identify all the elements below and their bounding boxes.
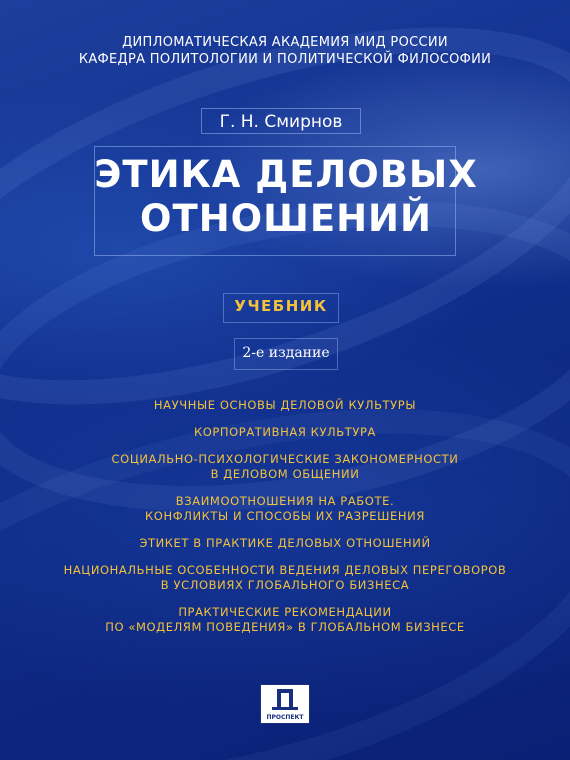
topic-line: ПРАКТИЧЕСКИЕ РЕКОМЕНДАЦИИ — [178, 605, 392, 619]
topic-item — [0, 536, 570, 551]
topic-line: ПО «МОДЕЛЯМ ПОВЕДЕНИЯ» В ГЛОБАЛЬНОМ БИЗНЕСЕ — [105, 620, 465, 634]
topic-line: В ДЕЛОВОМ ОБЩЕНИИ — [210, 467, 360, 481]
topic-item — [0, 563, 570, 593]
book-type: УЧЕБНИК — [234, 297, 328, 315]
book-title-line: ОТНОШЕНИЙ — [140, 197, 432, 240]
topic-line: НАЦИОНАЛЬНЫЕ ОСОБЕННОСТИ ВЕДЕНИЯ ДЕЛОВЫХ ПЕРЕГОВОРОВ — [63, 563, 507, 577]
topics-list — [0, 398, 570, 647]
department-name: КАФЕДРА ПОЛИТОЛОГИИ И ПОЛИТИЧЕСКОЙ ФИЛОСОФИИ — [78, 52, 492, 67]
topic-line: ВЗАИМООТНОШЕНИЯ НА РАБОТЕ. — [175, 494, 395, 508]
topic-item — [0, 452, 570, 482]
institution-name: ДИПЛОМАТИЧЕСКАЯ АКАДЕМИЯ МИД РОССИИ — [122, 35, 448, 50]
topic-item — [0, 605, 570, 635]
prospekt-logo-icon — [260, 684, 310, 724]
publisher-name: ПРОСПЕКТ — [266, 714, 304, 721]
topic-line: СОЦИАЛЬНО-ПСИХОЛОГИЧЕСКИЕ ЗАКОНОМЕРНОСТИ — [111, 452, 459, 466]
prospekt-logo-graphic — [261, 685, 309, 723]
topic-line: В УСЛОВИЯХ ГЛОБАЛЬНОГО БИЗНЕСА — [160, 578, 410, 592]
topic-item — [0, 494, 570, 524]
topic-line: НАУЧНЫЕ ОСНОВЫ ДЕЛОВОЙ КУЛЬТУРЫ — [153, 398, 417, 412]
author-name: Г. Н. Смирнов — [201, 108, 361, 134]
topic-item — [0, 425, 570, 440]
topic-line: ЭТИКЕТ В ПРАКТИКЕ ДЕЛОВЫХ ОТНОШЕНИЙ — [139, 536, 431, 550]
edition-label: 2-е издание — [234, 338, 338, 370]
book-title — [86, 153, 486, 241]
topic-item — [0, 398, 570, 413]
topic-line: КОРПОРАТИВНАЯ КУЛЬТУРА — [193, 425, 377, 439]
topic-line: КОНФЛИКТЫ И СПОСОБЫ ИХ РАЗРЕШЕНИЯ — [145, 509, 425, 523]
institution-header — [0, 34, 570, 68]
book-title-line: ЭТИКА ДЕЛОВЫХ — [94, 153, 478, 196]
